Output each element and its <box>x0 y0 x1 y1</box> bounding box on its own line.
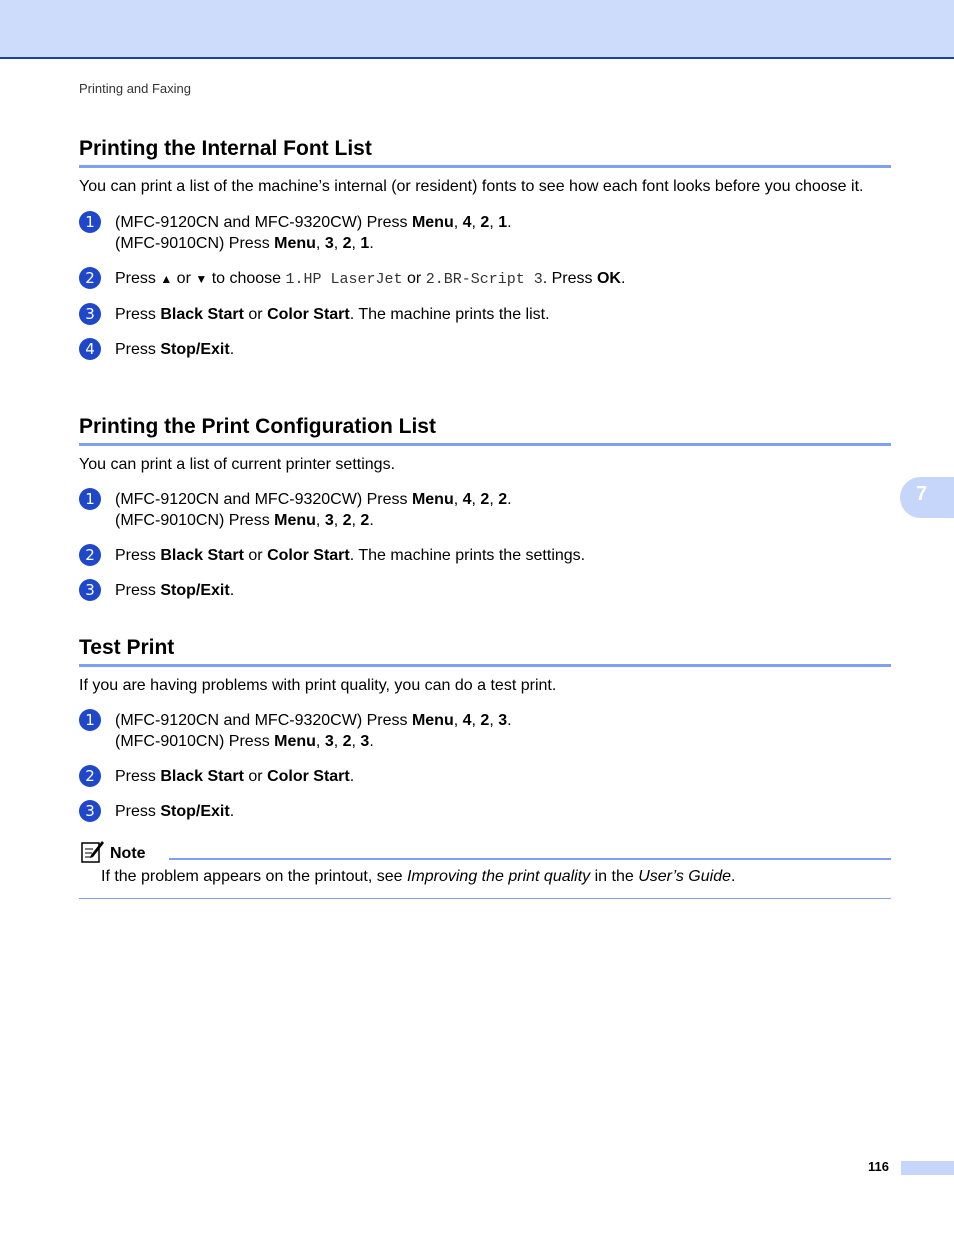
section-print-configuration-list <box>79 414 891 601</box>
step-item: 2 Press Black Start or Color Start. <box>79 766 891 787</box>
section-test-print <box>79 635 891 822</box>
step-number-icon: 3 <box>79 579 101 601</box>
step-number-icon: 2 <box>79 267 101 289</box>
down-arrow-icon: ▼ <box>195 272 208 286</box>
section-internal-font-list <box>79 136 891 360</box>
up-arrow-icon: ▲ <box>160 272 173 286</box>
link-improving-print-quality: Improving the print quality <box>406 868 591 885</box>
section-intro: You can print a list of current printer settings. <box>79 456 396 473</box>
page-number: 116 <box>868 1159 889 1174</box>
section-intro: You can print a list of the machine’s internal (or resident) fonts to see how each font looks before you choose it. <box>79 178 864 195</box>
step-item: 1 (MFC-9120CN and MFC-9320CW) Press Menu, 4, 2, 1. (MFC-9010CN) Press Menu, 3, 2, 1. <box>79 212 891 254</box>
step-number-icon: 2 <box>79 544 101 566</box>
step-number-icon: 1 <box>79 211 101 233</box>
step-number-icon: 2 <box>79 765 101 787</box>
header-bar <box>0 0 954 59</box>
section-title: Test Print <box>79 635 891 667</box>
step-item: 1 (MFC-9120CN and MFC-9320CW) Press Menu, 4, 2, 3. (MFC-9010CN) Press Menu, 3, 2, 3. <box>79 710 891 752</box>
note-divider <box>169 858 891 860</box>
step-number-icon: 3 <box>79 800 101 822</box>
step-item: 2 Press ▲ or ▼ to choose 1.HP LaserJet or 2.BR-Script 3. Press OK. <box>79 268 891 290</box>
step-item: 3 Press Stop/Exit. <box>79 580 891 601</box>
step-number-icon: 4 <box>79 338 101 360</box>
page-number-bar <box>901 1161 954 1175</box>
step-number-icon: 1 <box>79 488 101 510</box>
note-text: If the problem appears on the printout, see Improving the print quality in the User’s Guide. <box>101 868 736 885</box>
step-number-icon: 3 <box>79 303 101 325</box>
link-users-guide: User’s Guide <box>638 868 731 885</box>
step-item: 3 Press Stop/Exit. <box>79 801 891 822</box>
note-pencil-icon <box>81 840 105 864</box>
note-label: Note <box>110 845 146 862</box>
chapter-number: 7 <box>916 483 928 505</box>
step-item: 2 Press Black Start or Color Start. The machine prints the settings. <box>79 545 891 566</box>
step-number-icon: 1 <box>79 709 101 731</box>
section-title: Printing the Internal Font List <box>79 136 891 168</box>
breadcrumb: Printing and Faxing <box>79 81 192 96</box>
section-intro: If you are having problems with print quality, you can do a test print. <box>79 677 557 694</box>
note-box <box>79 840 891 899</box>
section-title: Printing the Print Configuration List <box>79 414 891 446</box>
step-item: 3 Press Black Start or Color Start. The machine prints the list. <box>79 304 891 325</box>
step-item: 4 Press Stop/Exit. <box>79 339 891 360</box>
step-item: 1 (MFC-9120CN and MFC-9320CW) Press Menu, 4, 2, 2. (MFC-9010CN) Press Menu, 3, 2, 2. <box>79 489 891 531</box>
chapter-tab <box>900 477 954 518</box>
